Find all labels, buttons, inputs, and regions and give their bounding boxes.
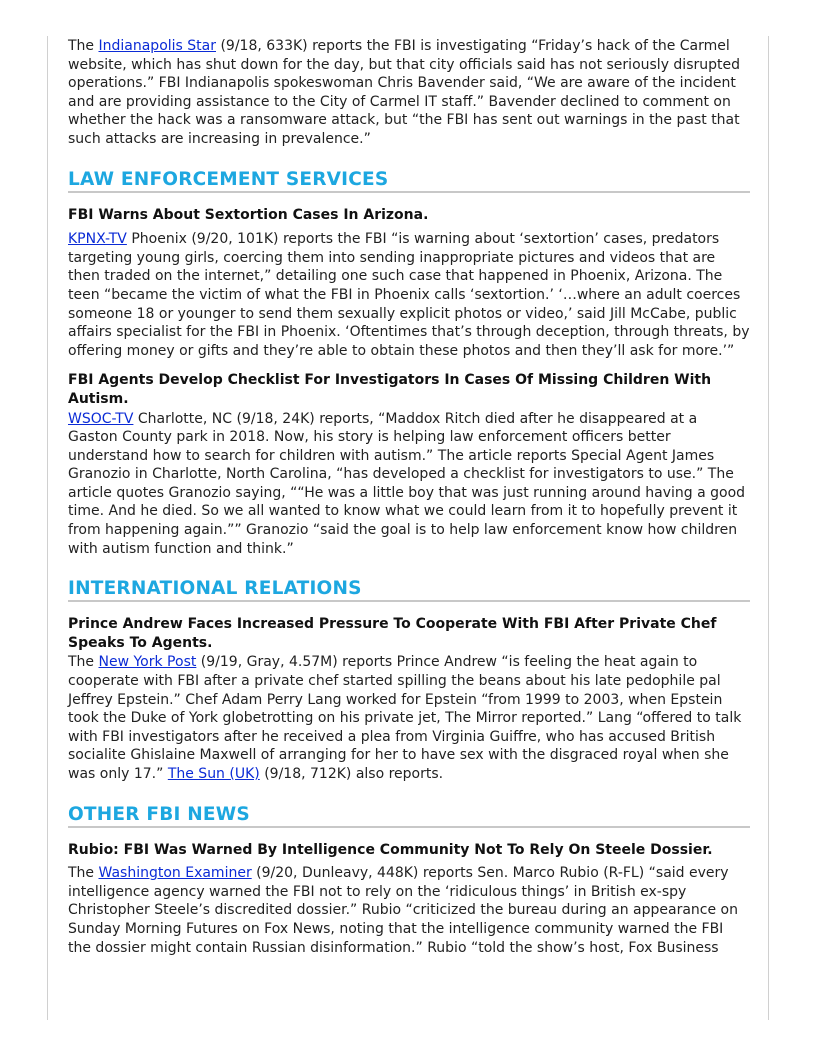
article-paragraph — [68, 410, 750, 559]
article-text: Phoenix (9/20, 101K) reports the FBI “is warning about ‘sextortion’ cases, predators targeting young girls, coercing them into sending inappropriate pictures and videos that are then traded on the internet,” detailing one such case that happened in Phoenix, Arizona. The teen “became the victim of what the FBI in Phoenix calls ‘sextortion.’ ‘…where an adult coerces someone 18 or younger to send them sexually explicit photos or video,’ said Jill McCabe, public affairs specialist for the FBI in Phoenix. ‘Oftentimes that’s through deception, through threats, by offering money or gifts and they’re able to obtain these photos and then they’ll ask for more.’” — [68, 231, 750, 359]
source-link[interactable]: KPNX-TV — [68, 231, 127, 248]
article-text: (9/20, Dunleavy, 448K) reports Sen. Marco Rubio (R-FL) “said every intelligence agency warned the FBI not to rely on the ‘ridiculous things’ in British ex-spy Christopher Steele’s discredited dossier.” Rubio “criticized the bureau during an appearance on Sunday Morning Futures on Fox News, noting that the intelligence community warned the FBI the dossier might contain Russian disinformation.” Rubio “told the show’s host, Fox Business — [68, 865, 738, 956]
intro-paragraph — [68, 37, 750, 149]
source-link[interactable]: New York Post — [98, 654, 197, 671]
article-text: Charlotte, NC (9/18, 24K) reports, “Maddox Ritch died after he disappeared at a Gaston County park in 2018. Now, his story is helping law enforcement officers better understand how to search for children with autism.” The article reports Special Agent James Granozio in Charlotte, North Carolina, “has developed a checklist for investigators to use.” The article quotes Granozio saying, ““He was a little boy that was just running around having a good time. And he died. So we all wanted to know what we could learn from it to hopefully prevent it from happening again.”” Granozio “said the goal is to help law enforcement know how children with autism function and think.” — [68, 410, 746, 557]
article-paragraph — [68, 864, 750, 957]
article-headline: FBI Warns About Sextortion Cases In Arizona. — [68, 206, 429, 223]
article-headline: Prince Andrew Faces Increased Pressure To Cooperate With FBI After Private Chef Speaks To Agents. — [68, 616, 717, 651]
right-margin-rule — [768, 36, 769, 1020]
article-text: (9/18, 633K) reports the FBI is investigating “Friday’s hack of the Carmel website, which has shut down for the day, but that city officials said has not seriously disrupted operations.” FBI Indianapolis spokeswoman Chris Bavender said, “We are aware of the incident and are providing assistance to the City of Carmel IT staff.” Bavender declined to comment on whether the hack was a ransomware attack, but “the FBI has sent out warnings in the past that such attacks are increasing in prevalence.” — [68, 38, 740, 147]
article-text: (9/19, Gray, 4.57M) reports Prince Andrew “is feeling the heat again to cooperate with FBI after a private chef started spilling the beans about his late pedophile pal Jeffrey Epstein.” Chef Adam Perry Lang worked for Epstein “from 1999 to 2003, when Epstein took the Duke of York globetrotting on his private jet, The Mirror reported.” Lang “offered to talk with FBI investigators after he received a plea from Virginia Guiffre, who has accused British socialite Ghislaine Maxwell of arranging for her to have sex with the disgraced royal when she was only 17.” — [68, 654, 742, 782]
source-link[interactable]: Washington Examiner — [98, 865, 252, 882]
article-headline: Rubio: FBI Was Warned By Intelligence Community Not To Rely On Steele Dossier. — [68, 841, 713, 858]
section-heading: INTERNATIONAL RELATIONS — [68, 578, 750, 602]
document-body — [68, 36, 750, 957]
article-headline: FBI Agents Develop Checklist For Investigators In Cases Of Missing Children With Autism. — [68, 372, 712, 407]
article-lead: The — [68, 865, 99, 882]
source-link[interactable]: WSOC-TV — [68, 410, 134, 427]
source-link[interactable]: The Sun (UK) — [167, 766, 260, 782]
section-heading: OTHER FBI NEWS — [68, 804, 750, 828]
article-lead: The — [68, 654, 99, 671]
article-paragraph — [68, 230, 750, 360]
left-margin-rule — [47, 36, 48, 1020]
article-text: (9/18, 712K) also reports. — [259, 766, 444, 782]
article-paragraph — [68, 653, 750, 783]
article-lead: The — [68, 38, 99, 54]
source-link[interactable]: Indianapolis Star — [98, 38, 216, 54]
section-heading: LAW ENFORCEMENT SERVICES — [68, 169, 750, 193]
